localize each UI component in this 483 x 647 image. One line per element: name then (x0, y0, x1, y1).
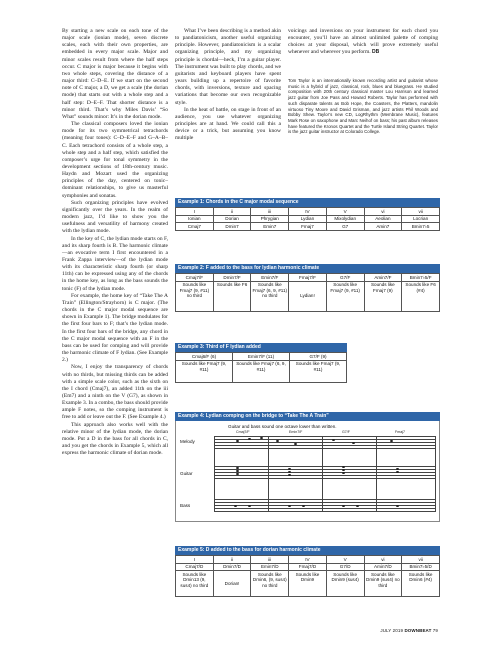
table-cell: Sounds like Dmin9 (sus4) no third (364, 571, 402, 597)
article-column-3 (288, 28, 438, 57)
table-cell: Emin7/F (251, 274, 289, 282)
note-head (248, 505, 251, 507)
author-bio: Tom Taylor is an internationally known recording artist and guitarist whose music is a hybrid of jazz, classical, rock, blues and bluegrass. He studied composition with 20th century classical master Lou Harrison and learned jazz guitar from Joe Pass and Howard Roberts. Taylor has performed with such disparate talents as Bob Hope, the Coasters, the Platters, mandolin virtuoso Tiny Moore and David Grisman, and jazz artists Phil Woods and Bobby Shew. Taylor’s new CD, LogRhythm (Membrane Music), features Mark Rose on saxophone and Marc Neihof on bass; his past album releases have featured the Kronos Quartet and the Turtle Island String Quartet. Taylor is the jazz guitar instructor at Colorado College. (288, 78, 438, 135)
table-row (176, 223, 440, 231)
note-head (294, 443, 297, 445)
paragraph: This approach also works well with the relative minor of the lydian mode, the dorian mode. Put a D in the bass for all chords in C, and you get the chords in Example 5, which all express the harmonic climate of dorian mode. (62, 421, 168, 457)
paragraph: By starting a new scale on each tone of the major scale (ionian mode), seven discrete scales, each with their own properties, are embedded in every major scale. Major and minor scales result from where the half steps occur. C major is major because it begins with two whole steps, covering the distance of a major third: C–D–E. If we start on the second note of C major, a D, we get a scale (the dorian mode) that starts out with a whole step and a half step: D–E–F. That shorter distance is a minor third. That’s why Miles Davis’ “So What” sounds minor: It’s in the dorian mode. (62, 28, 168, 120)
note-head (396, 471, 399, 473)
table-cell: ii (213, 208, 251, 216)
note-head (236, 440, 239, 442)
table-row (176, 571, 440, 597)
note-head (342, 505, 345, 507)
article-column-1 (62, 28, 168, 457)
table-cell: Sounds like Fmaj7 (9, #11) (326, 281, 364, 311)
table-cell: IV (289, 208, 327, 216)
table-cell: Emin7/F (11) (233, 353, 290, 361)
table-cell: G7 (326, 223, 364, 231)
example-title: Example 5: D added to the bass for dorian harmonic climate (175, 546, 440, 555)
table-cell: V (326, 556, 364, 564)
note-head (396, 468, 399, 470)
note-head (288, 505, 291, 507)
table-cell: Sounds like Fmaj7 (6, 9, #11) no third (251, 281, 289, 311)
chord-table (175, 352, 347, 383)
note-head (234, 505, 237, 507)
note-head (390, 440, 393, 442)
table-cell: Bmin7♭5 (402, 223, 440, 231)
table-row (176, 556, 440, 564)
chord-symbol: Cmaj7/F (236, 430, 250, 434)
page-number: 79 (432, 628, 438, 633)
table-cell: Cmaj7/F (176, 274, 214, 282)
table-cell: Locrian (402, 215, 440, 223)
music-notation (175, 421, 440, 522)
chord-table (175, 207, 440, 231)
system-barline (214, 436, 215, 511)
example-title: Example 2: F added to the bass for lydian harmonic climate (175, 264, 440, 273)
table-cell: Sounds like F6 (213, 281, 251, 311)
magazine-name: DOWNBEAT (404, 628, 432, 633)
table-cell: G7/D (326, 563, 364, 571)
table-cell: Cmaj7 (176, 223, 214, 231)
page-footer (380, 628, 438, 633)
table-cell: Bmin7♭5/D (402, 563, 440, 571)
example-2-table (175, 264, 440, 312)
table-row (176, 563, 440, 571)
table-cell: iii (251, 556, 289, 564)
example-4-notation (175, 412, 440, 521)
barline (268, 436, 269, 511)
paragraph: What I’ve been describing is a method akin to pandiatonicism, another useful organizing principle. However, pandiatonicism is a scalar organizing principle, and my organizing principle is chordal—heck, I’m a guitar player. The instrument was built to play chords, and we guitarists and keyboard players have spent years building up a repertoire of favorite chords, with inversions, texture and spacing variations that become our own recognizable style. (175, 28, 281, 106)
table-cell: Sounds like Dmin9 (sus4) (326, 571, 364, 597)
notation-note: Guitar and bass sound one octave lower than written. (228, 424, 337, 429)
note-head (356, 505, 359, 507)
table-cell: Fmaj7/D (289, 563, 327, 571)
note-head (288, 468, 291, 470)
table-cell: Fmaj7/F (289, 274, 327, 282)
table-cell: Sounds like Fmaj7 (9, #11) (290, 360, 347, 382)
table-cell: Amin7/D (364, 563, 402, 571)
staff-label-bass: Bass (180, 503, 191, 508)
table-row (176, 353, 347, 361)
paragraph: Such organizing principles have evolved significantly over the years. In the realm of modern jazz, I’d like to show you the usefulness and versatility of harmony created with the lydian mode. (62, 199, 168, 235)
table-cell: Sounds like Dmin6, (9, sus4) no third (251, 571, 289, 597)
issue-date: JULY 2019 (380, 628, 404, 633)
staff-label-guitar: Guitar (180, 471, 193, 476)
table-cell: Lydian! (289, 281, 327, 311)
table-cell: Dmin7/D (213, 563, 251, 571)
table-cell: Mixolydian (326, 215, 364, 223)
note-head (342, 469, 345, 471)
table-cell: Aeolian (364, 215, 402, 223)
table-cell: Sounds like F6 (#4) (402, 281, 440, 311)
chord-symbol: G7/F (342, 430, 350, 434)
staff-guitar (214, 466, 436, 478)
barline (322, 436, 323, 511)
table-cell: Amin7/F (364, 274, 402, 282)
note-head (352, 442, 355, 444)
paragraph: The classical composers loved the ionian mode for its two symmetrical tetrachords (meaning four tones): C–D–E–F and G–A–B–C. Each tetrachord consists of a whole step, a whole step and a half step, which satisfied the composer’s urge for tonal symmetry in the development sections of 18th-century music. Haydn and Mozart used the organizing principles of the day, centered on tonic–dominant relationships, to give us masterful symphonies and sonatas. (62, 121, 168, 199)
table-cell: G7/F (9) (290, 353, 347, 361)
table-cell: Lydian (289, 215, 327, 223)
example-1-table (175, 198, 440, 231)
table-row (176, 208, 440, 216)
table-row (176, 274, 440, 282)
table-row (176, 360, 347, 382)
table-cell: Sounds like Fmaj7 (9, #11) no third (176, 281, 214, 311)
table-cell: G7/F (326, 274, 364, 282)
table-row (176, 281, 440, 311)
table-cell: vi (364, 556, 402, 564)
note-head (236, 473, 239, 475)
chord-table (175, 273, 440, 312)
article-column-2 (175, 28, 281, 143)
chord-symbol: Fmaj7 (395, 430, 405, 434)
note-head (342, 466, 345, 468)
table-row (176, 215, 440, 223)
table-cell: Sounds like Dmin13 (9, sus4) no third (176, 571, 214, 597)
table-cell: vii (402, 556, 440, 564)
note-head (342, 472, 345, 474)
example-3-table (175, 343, 347, 383)
paragraph (288, 28, 438, 57)
table-cell: Cmaj7/D (176, 563, 214, 571)
barline (435, 436, 436, 511)
note-head (288, 471, 291, 473)
paragraph-text: voicings and inversions on your instrument for each chord you encounter, you’ll have an almost unlimited palette of comping choices at your disposal, which will prove extremely useful whenever and wherever you perform. (288, 28, 438, 56)
note-head (260, 437, 263, 439)
table-cell: I (176, 556, 214, 564)
table-cell: Sounds like Fmaj7 (6, 9, #11) (233, 360, 290, 382)
table-cell: Sounds like Dmin6 (#4) (402, 571, 440, 597)
barline (376, 436, 377, 511)
note-head (302, 505, 305, 507)
table-cell: Cmaj6/F (6) (176, 353, 233, 361)
table-cell: vi (364, 208, 402, 216)
table-cell: ii (213, 556, 251, 564)
paragraph: For example, the home key of “Take The A Train” (Ellington/Strayhorn) is C major. (The chords in the C major modal sequence are shown in Example 1). The bridge modulates for the first four bars to F; that’s the lydian mode. In the first four bars of the bridge, any chord in the C major modal sequence with an F in the bass can be used for comping and will provide the harmonic climate of F lydian. (See Example 2.) (62, 292, 168, 364)
example-title: Example 4: Lydian comping on the bridge to “Take The A Train” (175, 412, 440, 421)
note-head (236, 467, 239, 469)
table-cell: Sounds like Fmaj7 (9) (364, 281, 402, 311)
table-cell: Ionian (176, 215, 214, 223)
example-5-table (175, 546, 440, 597)
table-cell: V (326, 208, 364, 216)
table-cell: iii (251, 208, 289, 216)
staff-label-melody: Melody (180, 439, 195, 444)
table-cell: Emin7/D (251, 563, 289, 571)
table-cell: Emin7 (251, 223, 289, 231)
note-head (396, 505, 399, 507)
table-cell: Dorian! (213, 571, 251, 597)
paragraph: In the key of C, the lydian mode starts on F, and its sharp fourth is B. The harmonic climate—an evocative term I first encountered in a Frank Zappa interview—of the lydian mode with its characteristic sharp fourth (or sharp 11th) can be expressed using any of the chords in the home key, as long as the bass sounds the tonic (F) of the lydian mode. (62, 235, 168, 292)
table-cell: Phrygian (251, 215, 289, 223)
table-cell: Fmaj7 (289, 223, 327, 231)
table-cell: vii (402, 208, 440, 216)
table-cell: Dmin7/F (213, 274, 251, 282)
table-cell: Bmin7♭5/F (402, 274, 440, 282)
table-cell: Dorian (213, 215, 251, 223)
note-head (288, 474, 291, 476)
end-mark: DB (372, 49, 380, 56)
paragraph: In the heat of battle, on stage in front of an audience, you use whatever organizing principles are at hand. We could call this a device or a trick, but assuming you know multiple (175, 106, 281, 142)
paragraph: Now, I enjoy the transparency of chords with no thirds, but missing thirds can be added with a simple scale color, such as the sixth on the I chord (Cmaj7), an added 11th on the iii (Em7) and a ninth on the V (G7), as shown in Example 3. In a combo, the bass should provide ample F notes, so the comping instrument is free to add or leave out the F. (See Example 4.) (62, 364, 168, 421)
chord-table (175, 555, 440, 597)
example-title: Example 1: Chords in the C major modal sequence (175, 198, 440, 207)
table-cell: Sounds like Dmin9 (289, 571, 327, 597)
table-cell: Dmin7 (213, 223, 251, 231)
table-cell: I (176, 208, 214, 216)
note-head (276, 440, 279, 442)
table-cell: Sounds like Fmaj7 (9, #11) (176, 360, 233, 382)
note-head (236, 470, 239, 472)
note-head (248, 438, 251, 440)
table-cell: IV (289, 556, 327, 564)
example-title: Example 3: Third of F lydian added (175, 343, 347, 352)
table-cell: Amin7 (364, 223, 402, 231)
note-head (332, 439, 335, 441)
chord-symbol: Emin7/F (289, 430, 303, 434)
